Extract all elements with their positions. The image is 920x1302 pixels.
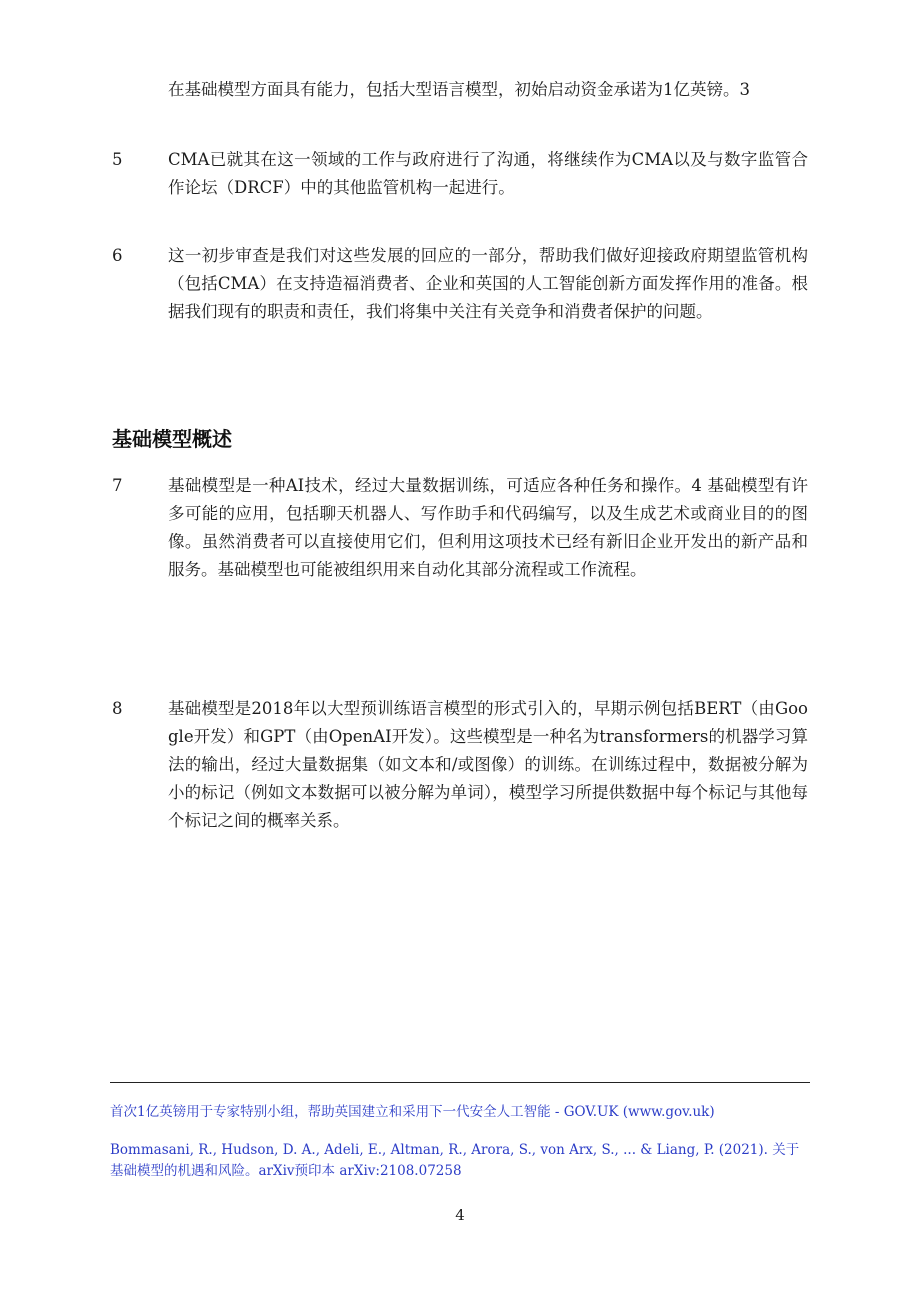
paragraph-number: 6 <box>112 246 123 265</box>
paragraph-text: 基础模型是2018年以大型预训练语言模型的形式引入的，早期示例包括BERT（由Google开发）和GPT（由OpenAI开发）。这些模型是一种名为transformers的机器学习算法的输出，经过大量数据集（如文本和/或图像）的训练。在训练过程中，数据被分解为小的标记（例如文本数据可以被分解为单词），模型学习所提供数据中每个标记与其他每个标记之间的概率关系。 <box>168 699 808 830</box>
paragraph-5 <box>112 146 812 206</box>
footnote-4-link[interactable]: Bommasani, R., Hudson, D. A., Adeli, E., Altman, R., Arora, S., von Arx, S., ... & Liang, P. (2021). 关于基础模型的机遇和风险。arXiv预印本 arXiv:2108.07258 <box>110 1142 800 1179</box>
paragraph-8 <box>112 695 812 839</box>
paragraph-number: 8 <box>112 699 123 718</box>
page-number: 4 <box>455 1206 465 1224</box>
continued-paragraph-text: 在基础模型方面具有能力，包括大型语言模型，初始启动资金承诺为1亿英镑。3 <box>168 80 750 99</box>
paragraph-text: 这一初步审查是我们对这些发展的回应的一部分，帮助我们做好迎接政府期望监管机构（包括CMA）在支持造福消费者、企业和英国的人工智能创新方面发挥作用的准备。根据我们现有的职责和责任，我们将集中关注有关竞争和消费者保护的问题。 <box>168 246 808 321</box>
paragraph-number: 5 <box>112 150 123 169</box>
footnote-divider <box>110 1082 810 1083</box>
footnote-3-link[interactable]: 首次1亿英镑用于专家特别小组，帮助英国建立和采用下一代安全人工智能 - GOV.UK (www.gov.uk) <box>110 1104 715 1120</box>
paragraph-number: 7 <box>112 476 123 495</box>
section-heading: 基础模型概述 <box>112 427 232 451</box>
paragraph-6 <box>112 242 812 358</box>
paragraph-text: CMA已就其在这一领域的工作与政府进行了沟通，将继续作为CMA以及与数字监管合作论坛（DRCF）中的其他监管机构一起进行。 <box>168 150 808 197</box>
paragraph-7 <box>112 472 812 616</box>
paragraph-text: 基础模型是一种AI技术，经过大量数据训练，可适应各种任务和操作。4 基础模型有许多可能的应用，包括聊天机器人、写作助手和代码编写，以及生成艺术或商业目的的图像。虽然消费者可以直接使用它们，但利用这项技术已经有新旧企业开发出的新产品和服务。基础模型也可能被组织用来自动化其部分流程或工作流程。 <box>168 476 808 579</box>
